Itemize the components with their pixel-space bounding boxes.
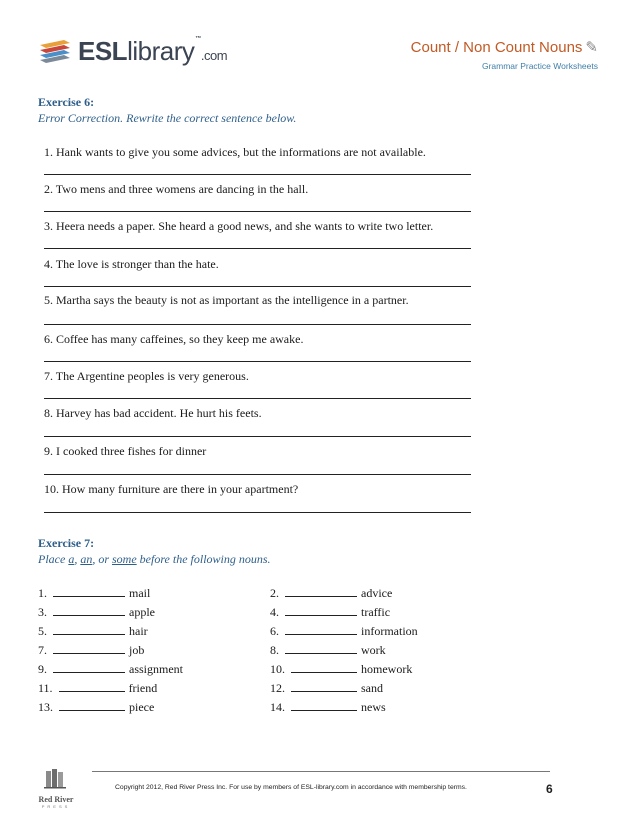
noun-word: piece [129, 700, 155, 714]
stacked-books-icon [36, 768, 76, 790]
noun-item-7 [38, 643, 144, 658]
noun-number: 5. [38, 624, 47, 638]
copyright-notice: Copyright 2012, Red River Press Inc. For use by members of ESL-library.com in accordance with membership terms. [115, 784, 467, 791]
noun-item-6 [270, 624, 418, 639]
fill-blank-10[interactable] [291, 662, 357, 673]
exercise6-sentence-7: 7. The Argentine peoples is very generous. [44, 369, 249, 383]
answer-line-3[interactable] [44, 248, 471, 249]
fill-blank-12[interactable] [291, 681, 357, 692]
noun-word: mail [129, 586, 151, 600]
exercise6-instruction: Error Correction. Rewrite the correct sentence below. [38, 111, 297, 125]
exercise6-sentence-1: 1. Hank wants to give you some advices, but the informations are not available. [44, 145, 426, 159]
logo-trademark: ™ [195, 36, 201, 42]
exercise6-sentence-10: 10. How many furniture are there in your apartment? [44, 482, 299, 496]
noun-word: friend [128, 681, 158, 695]
exercise6-sentence-6: 6. Coffee has many caffeines, so they keep me awake. [44, 332, 304, 346]
answer-line-7[interactable] [44, 398, 471, 399]
exercise7-title: Exercise 7: [38, 536, 95, 550]
exercise6-sentence-5: 5. Martha says the beauty is not as important as the intelligence in a partner. [44, 293, 409, 307]
footer-divider [92, 771, 550, 772]
noun-number: 6. [270, 624, 279, 638]
instruction-pre: Place [38, 552, 69, 566]
noun-item-1 [38, 586, 150, 601]
exercise6-sentence-2: 2. Two mens and three womens are dancing in the hall. [44, 182, 309, 196]
exercise6-sentence-3: 3. Heera needs a paper. She heard a good news, and she wants to write two letter. [44, 219, 434, 233]
noun-number: 3. [38, 605, 47, 619]
noun-number: 8. [270, 643, 279, 657]
noun-number: 11. [38, 681, 53, 695]
fill-blank-5[interactable] [53, 624, 125, 635]
noun-number: 13. [38, 700, 53, 714]
answer-line-8[interactable] [44, 436, 471, 437]
fill-blank-1[interactable] [53, 586, 125, 597]
pencil-icon: ✎ [585, 39, 598, 56]
worksheet-title [411, 38, 598, 56]
noun-word: assignment [129, 662, 183, 676]
red-river-press-logo [36, 768, 76, 809]
noun-number: 10. [270, 662, 285, 676]
noun-word: traffic [361, 605, 391, 619]
instruction-sep2: , or [92, 552, 112, 566]
page-number: 6 [546, 782, 553, 796]
noun-item-3 [38, 605, 155, 620]
noun-word: advice [361, 586, 393, 600]
noun-item-10 [270, 662, 412, 677]
logo-library: library [127, 36, 195, 66]
fill-blank-7[interactable] [53, 643, 125, 654]
logo-dotcom: .com [200, 48, 228, 63]
noun-number: 12. [270, 681, 285, 695]
fill-blank-14[interactable] [291, 700, 357, 711]
noun-number: 7. [38, 643, 47, 657]
noun-number: 1. [38, 586, 47, 600]
noun-word: apple [129, 605, 155, 619]
logo-wordmark [78, 36, 227, 67]
option-some: some [112, 552, 137, 566]
fill-blank-11[interactable] [59, 681, 125, 692]
publisher-name: Red River [38, 795, 74, 804]
noun-item-8 [270, 643, 386, 658]
option-a: a [68, 552, 75, 566]
noun-number: 9. [38, 662, 47, 676]
noun-word: sand [361, 681, 383, 695]
exercise6-sentence-9: 9. I cooked three fishes for dinner [44, 444, 207, 458]
answer-line-2[interactable] [44, 211, 471, 212]
noun-word: information [361, 624, 418, 638]
publisher-press: PRESS [41, 804, 71, 809]
fill-blank-8[interactable] [285, 643, 357, 654]
fill-blank-3[interactable] [53, 605, 125, 616]
noun-item-5 [38, 624, 148, 639]
answer-line-1[interactable] [44, 174, 471, 175]
stacked-books-icon [38, 36, 72, 68]
answer-line-6[interactable] [44, 361, 471, 362]
answer-line-5[interactable] [44, 324, 471, 325]
noun-number: 2. [270, 586, 279, 600]
fill-blank-13[interactable] [59, 700, 125, 711]
exercise6-sentence-8: 8. Harvey has bad accident. He hurt his feets. [44, 406, 262, 420]
option-an: an [80, 552, 93, 566]
noun-item-11 [38, 681, 157, 696]
noun-item-2 [270, 586, 392, 601]
noun-item-14 [270, 700, 386, 715]
worksheet-subtitle: Grammar Practice Worksheets [481, 61, 598, 71]
instruction-sep1: , [74, 552, 81, 566]
exercise6-title: Exercise 6: [38, 95, 95, 109]
noun-word: job [129, 643, 145, 657]
fill-blank-4[interactable] [285, 605, 357, 616]
noun-number: 14. [270, 700, 285, 714]
logo-esl: ESL [78, 36, 128, 66]
exercise6-sentence-4: 4. The love is stronger than the hate. [44, 257, 219, 271]
noun-word: news [361, 700, 386, 714]
noun-word: work [361, 643, 386, 657]
exercise7-instruction [38, 552, 271, 567]
answer-line-10[interactable] [44, 512, 471, 513]
noun-word: hair [129, 624, 148, 638]
noun-item-9 [38, 662, 183, 677]
noun-item-4 [270, 605, 390, 620]
fill-blank-6[interactable] [285, 624, 357, 635]
answer-line-9[interactable] [44, 474, 471, 475]
worksheet-title-text: Count / Non Count Nouns [410, 39, 583, 56]
noun-item-12 [270, 681, 383, 696]
fill-blank-9[interactable] [53, 662, 125, 673]
answer-line-4[interactable] [44, 286, 471, 287]
fill-blank-2[interactable] [285, 586, 357, 597]
noun-word: homework [361, 662, 413, 676]
instruction-post: before the following nouns. [136, 552, 271, 566]
noun-item-13 [38, 700, 154, 715]
noun-number: 4. [270, 605, 279, 619]
